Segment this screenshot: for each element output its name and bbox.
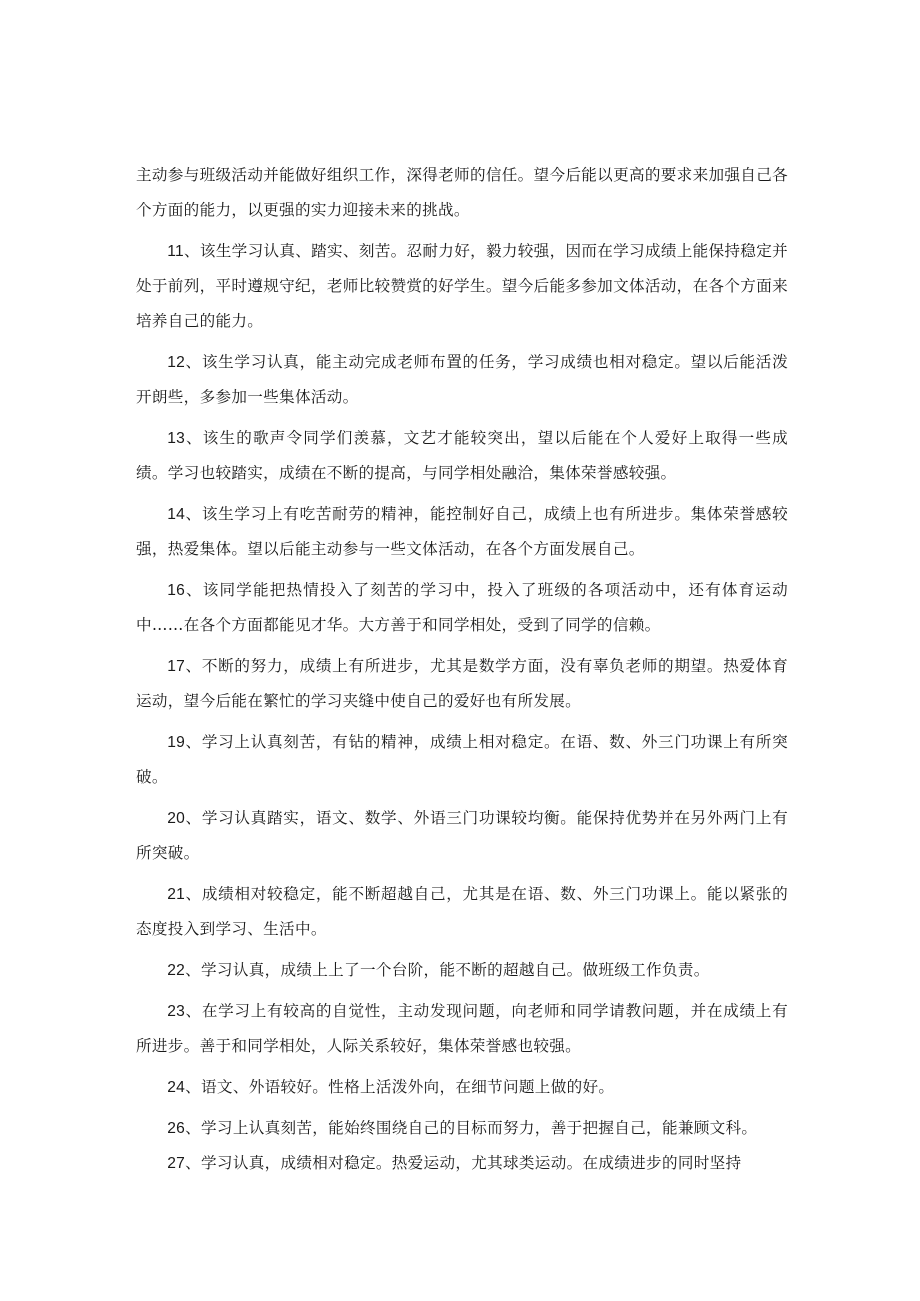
paragraph-text: 、在学习上有较高的自觉性，主动发现问题，向老师和同学请教问题，并在成绩上有所进步。善于和同学相处，人际关系较好，集体荣誉感也较强。 xyxy=(136,1002,788,1055)
paragraph-text: 、该生学习上有吃苦耐劳的精神，能控制好自己，成绩上也有所进步。集体荣誉感较强，热爱集体。望以后能主动参与一些文体活动，在各个方面发展自己。 xyxy=(136,505,788,558)
item-number: 14 xyxy=(167,506,186,523)
paragraph-item-21 xyxy=(136,877,788,947)
paragraph-item-26 xyxy=(136,1111,788,1146)
item-number: 20 xyxy=(167,810,186,827)
paragraph-item-19 xyxy=(136,725,788,795)
item-number: 23 xyxy=(167,1003,186,1020)
paragraph-text: 、该同学能把热情投入了刻苦的学习中，投入了班级的各项活动中，还有体育运动中……在各个方面都能见才华。大方善于和同学相处，受到了同学的信赖。 xyxy=(136,581,788,634)
item-number: 26 xyxy=(167,1120,186,1137)
paragraph-text: 、学习上认真刻苦，能始终围绕自己的目标而努力，善于把握自己，能兼顾文科。 xyxy=(185,1119,758,1137)
item-number: 11 xyxy=(167,243,184,260)
paragraph-text: 、学习上认真刻苦，有钻的精神，成绩上相对稳定。在语、数、外三门功课上有所突破。 xyxy=(136,733,788,786)
item-number: 27 xyxy=(167,1155,186,1172)
item-number: 21 xyxy=(167,886,186,903)
item-number: 19 xyxy=(167,734,186,751)
paragraph-item-11 xyxy=(136,234,788,339)
paragraph-item-14 xyxy=(136,497,788,567)
paragraph-item-13 xyxy=(136,421,788,491)
paragraph-text: 、学习认真踏实，语文、数学、外语三门功课较均衡。能保持优势并在另外两门上有所突破。 xyxy=(136,809,788,862)
paragraph-text: 、该生学习认真，能主动完成老师布置的任务，学习成绩也相对稳定。望以后能活泼开朗些，多参加一些集体活动。 xyxy=(136,353,788,406)
item-number: 17 xyxy=(167,658,186,675)
paragraph-item-24 xyxy=(136,1070,788,1105)
paragraph-continuation xyxy=(136,158,788,228)
paragraph-text: 、成绩相对较稳定，能不断超越自己，尤其是在语、数、外三门功课上。能以紧张的态度投入到学习、生活中。 xyxy=(136,885,788,938)
paragraph-item-22 xyxy=(136,953,788,988)
paragraph-text: 、不断的努力，成绩上有所进步，尤其是数学方面，没有辜负老师的期望。热爱体育运动，望今后能在繁忙的学习夹缝中使自己的爱好也有所发展。 xyxy=(136,657,788,710)
document-body xyxy=(136,158,788,1181)
item-number: 16 xyxy=(167,582,186,599)
paragraph-text: 、学习认真，成绩上上了一个台阶，能不断的超越自己。做班级工作负责。 xyxy=(185,961,710,979)
paragraph-text: 、语文、外语较好。性格上活泼外向，在细节问题上做的好。 xyxy=(185,1078,615,1096)
item-number: 24 xyxy=(167,1079,186,1096)
paragraph-text: 、该生学习认真、踏实、刻苦。忍耐力好，毅力较强，因而在学习成绩上能保持稳定并处于前列，平时遵规守纪，老师比较赞赏的好学生。望今后能多参加文体活动，在各个方面来培养自己的能力。 xyxy=(136,242,788,330)
paragraph-text: 、学习认真，成绩相对稳定。热爱运动，尤其球类运动。在成绩进步的同时坚持 xyxy=(185,1154,742,1172)
paragraph-item-16 xyxy=(136,573,788,643)
paragraph-item-27 xyxy=(136,1146,788,1181)
paragraph-item-17 xyxy=(136,649,788,719)
paragraph-item-20 xyxy=(136,801,788,871)
paragraph-item-23 xyxy=(136,994,788,1064)
item-number: 13 xyxy=(167,430,186,447)
paragraph-item-12 xyxy=(136,345,788,415)
item-number: 12 xyxy=(167,354,186,371)
paragraph-text: 、该生的歌声令同学们羡慕，文艺才能较突出，望以后能在个人爱好上取得一些成绩。学习也较踏实，成绩在不断的提高，与同学相处融洽，集体荣誉感较强。 xyxy=(136,429,788,482)
item-number: 22 xyxy=(167,962,186,979)
paragraph-text: 主动参与班级活动并能做好组织工作，深得老师的信任。望今后能以更高的要求来加强自己各个方面的能力，以更强的实力迎接未来的挑战。 xyxy=(136,166,788,219)
